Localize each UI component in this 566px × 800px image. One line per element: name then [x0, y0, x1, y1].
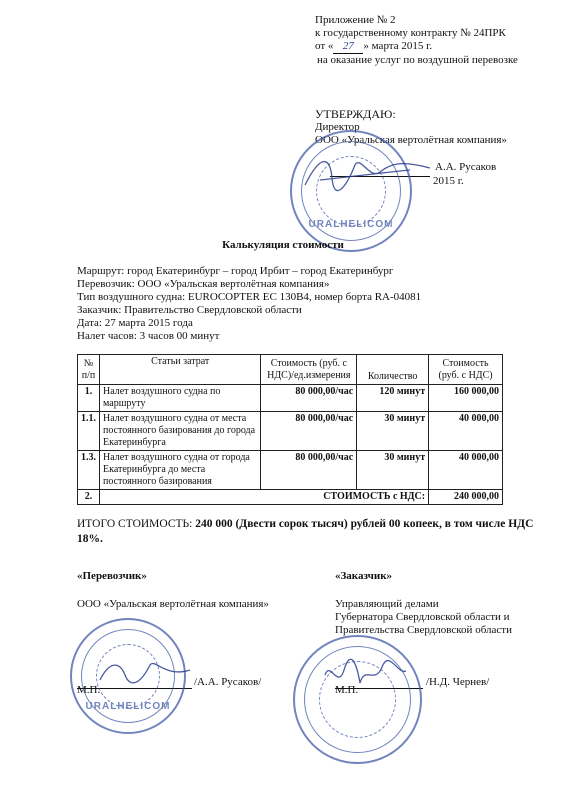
date-line: Дата: 27 марта 2015 года	[77, 317, 193, 329]
appendix-number: Приложение № 2	[315, 14, 396, 26]
contract-reference: к государственному контракту № 24ПРК	[315, 27, 506, 39]
customer-stamp-mark: М.П.	[335, 684, 359, 696]
approver-name: А.А. Русаков	[435, 161, 497, 173]
contract-day: 27	[333, 40, 363, 54]
contract-date: от « 27 » марта 2015 г.	[315, 40, 433, 52]
table-summary-row: 2. СТОИМОСТЬ с НДС: 240 000,00	[78, 490, 503, 505]
document-title: Калькуляция стоимости	[222, 239, 344, 251]
table-row: 1.3. Налет воздушного судна от города Екатеринбурга до места постоянного базирования 80 000,00/час 30 минут 40 000,00	[78, 451, 503, 490]
col-num-header: № п/п	[78, 355, 100, 385]
summary-total: 240 000,00	[429, 490, 503, 505]
appendix-header	[315, 14, 560, 67]
table-row: 1.1. Налет воздушного судна от места постоянного базирования до города Екатеринбурга 80 000,00/час 30 минут 40 000,00	[78, 412, 503, 451]
carrier-title: «Перевозчик»	[77, 570, 147, 582]
carrier-company: ООО «Уральская вертолётная компания»	[77, 598, 269, 610]
customer-signatory-name: /Н.Д. Чернев/	[426, 676, 490, 688]
table-header-row	[78, 355, 503, 385]
carrier-stamp-mark: М.П.	[77, 684, 101, 696]
carrier-signature	[95, 650, 195, 690]
company-seal-carrier: URALHELICOM	[70, 618, 186, 734]
calculation-details	[77, 265, 547, 343]
customer-details: Управляющий делами Губернатора Свердловской области и Правительства Свердловской области	[335, 598, 512, 636]
carrier-signatory-name: /А.А. Русаков/	[194, 676, 262, 688]
carrier-line: Перевозчик: ООО «Уральская вертолётная компания»	[77, 278, 330, 290]
table-row: 1. Налет воздушного судна по маршруту 80 000,00/час 120 минут 160 000,00	[78, 385, 503, 412]
customer-signature	[320, 655, 410, 695]
flight-hours-line: Налет часов: 3 часов 00 минут	[77, 330, 220, 342]
route-line: Маршрут: город Екатеринбург – город Ирбит – город Екатеринбург	[77, 265, 394, 277]
approver-company: ООО «Уральская вертолётная компания»	[315, 134, 507, 146]
contract-subject: на оказание услуг по воздушной перевозке	[317, 54, 518, 66]
total-cost-statement: ИТОГО СТОИМОСТЬ: 240 000 (Двести сорок тысяч) рублей 00 копеек, в том числе НДС 18%.	[77, 518, 534, 545]
aircraft-line: Тип воздушного судна: EUROCOPTER EC 130B4, номер борта RA-04081	[77, 291, 422, 303]
col-qty-header: Количество	[357, 355, 429, 385]
summary-label: СТОИМОСТЬ с НДС:	[100, 490, 429, 505]
approval-year: 2015 г.	[433, 175, 464, 187]
col-total-header: Стоимость (руб. с НДС)	[429, 355, 503, 385]
company-seal-approval: URALHELICOM	[290, 130, 412, 252]
approver-position: Директор	[315, 121, 360, 133]
col-items-header: Статьи затрат	[100, 355, 261, 385]
customer-line: Заказчик: Правительство Свердловской области	[77, 304, 302, 316]
approval-signature	[300, 150, 440, 195]
approval-title: УТВЕРЖДАЮ:	[315, 107, 396, 121]
customer-title: «Заказчик»	[335, 570, 393, 582]
cost-table	[77, 354, 503, 505]
col-cost-header: Стоимость (руб. с НДС)/ед.измерения	[261, 355, 357, 385]
